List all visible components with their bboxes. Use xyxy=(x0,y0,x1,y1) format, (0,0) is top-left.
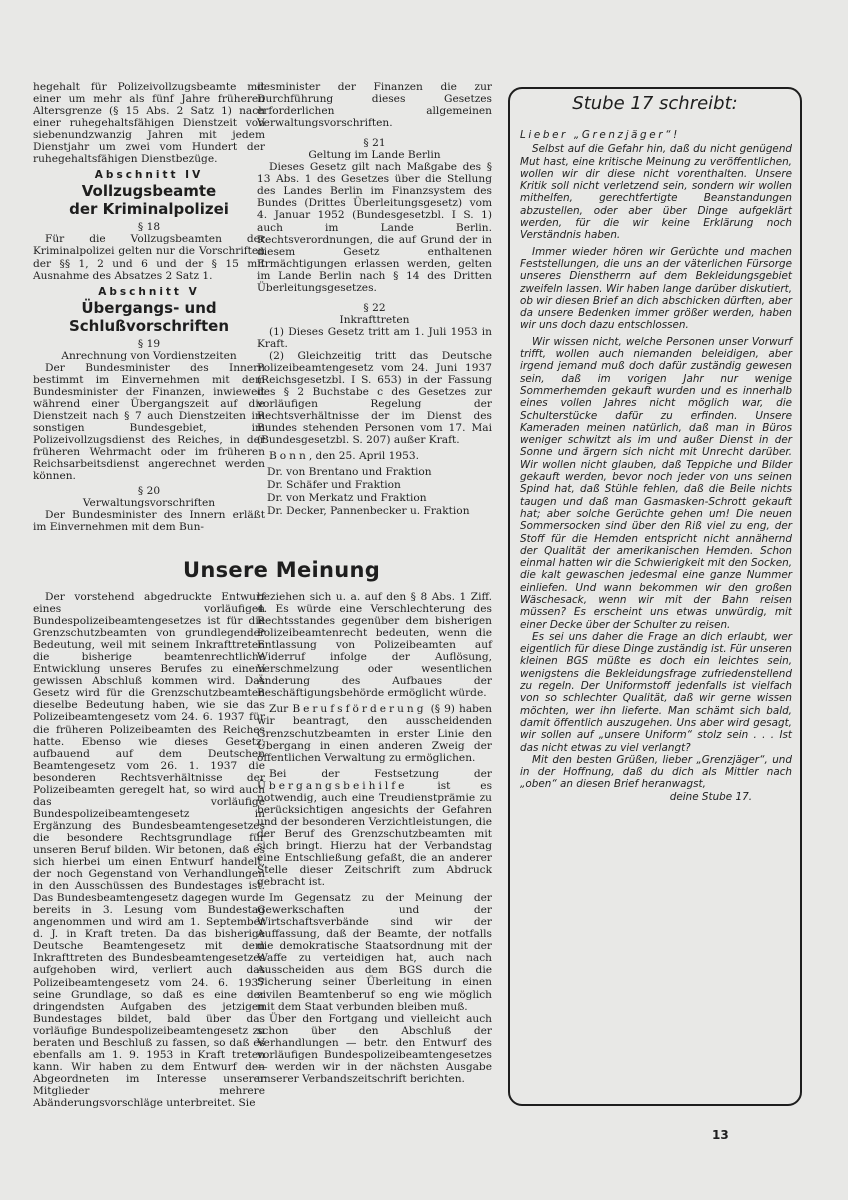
paragraph-18-text: Für die Vollzugsbeamten der Kriminalpolizei gelten nur die Vorschriften der §§ 1, 2 und 6 und der § 15 mit Ausnahme des Absatzes 2 Satz 1. xyxy=(33,233,265,282)
opinion-paragraph-uebergangsbeihilfe: Bei der Festsetzung der Übergangsbeihilfe ist es notwendig, auch eine Treudienstprämie zu berücksichtigen angesichts der Gefahren und der besonderen Verzichtleistungen, die der Beruf des Grenzschutzbeamten mit sich bringt. Hierzu hat der Verbandstag eine Entschließung gefaßt, die an anderer Stelle dieser Zeitschrift zum Abdruck gebracht ist. xyxy=(257,767,493,889)
section-label-v: Abschnitt V xyxy=(98,285,200,298)
signer: Dr. Decker, Pannenbecker u. Fraktion xyxy=(267,505,470,518)
opinion-paragraph-gegensatz: Im Gegensatz zu der Meinung der Gewerkschaften und der Wirtschaftsverbände sind wir der Auffassung, daß der Beamte, der notfalls die demokratische Staatsordnung mit der Waffe zu verteidigen hat, auch nach Ausscheiden aus dem BGS durch die Sicherung seiner Überleitung in einen zivilen Beamtenberuf so eng wie möglich mit dem Staat verbunden bleiben muß. xyxy=(257,892,492,1013)
paragraph-21-text: Dieses Gesetz gilt nach Maßgabe des § 13 Abs. 1 des Gesetzes über die Stellung des Landes Berlin im Finanzsystem des Bundes (Drittes Überleitungsgesetz) vom 4. Januar 1952 (Bundesgesetzbl. I S. 1) auch im Lande Berlin. Rechtsverordnungen, die auf Grund der in diesem Gesetz enthaltenen Ermächtigungen erlassen werden, gelten im Lande Berlin nach § 14 des Dritten Überleitungsgesetzes. xyxy=(257,161,492,294)
paragraph-title-19: Anrechnung von Vordienstzeiten xyxy=(61,349,237,362)
column-law-text-right xyxy=(257,81,492,518)
section-title-iv: Vollzugsbeamte der Kriminalpolizei xyxy=(69,182,229,219)
paragraph-19-text: Der Bundesminister des Innern bestimmt im Einvernehmen mit dem Bundesminister der Finanzen, inwieweit während einer Übergangszeit auf die Dienstzeit nach § 7 auch Dienstzeiten im sonstigen Bundesgebiet, im Polizeivollzugsdienst des Reiches, in der früheren Wehrmacht oder im früheren Reichsarbeitsdienst angerechnet werden können. xyxy=(33,361,265,483)
section-title-v: Übergangs- und Schlußvorschriften xyxy=(68,298,230,335)
article-headline: Unsere Meinung xyxy=(183,558,381,582)
letter-salutation: Lieber „Grenzjäger“! xyxy=(520,129,680,141)
letter-signature: deine Stube 17. xyxy=(669,790,752,803)
letter-paragraph-4: Es sei uns daher die Frage an dich erlaubt, wer eigentlich für diese Dinge zuständig ist. Für unseren kleinen BGS müßte es doch ein leichtes sein, wenigstens die Bekleidungsfrage zufriedenstellend zu regeln. Der Uniformstoff jedenfalls ist vielfach von so schlechter Qualität, daß wir gerne wissen möchten, wer ihn lieferte. Man schämt sich bald, damit öffentlich auszugehen. Uns aber wird gesagt, wir sollen auf „unsere Uniform“ stolz sein . . . Ist das nicht etwas zu viel verlangt? xyxy=(520,630,792,754)
letter-paragraph-3: Wir wissen nicht, welche Personen unser Vorwurf trifft, wollen auch niemanden beleidigen, aber irgend jemand muß doch dafür zuständig gewesen sein, daß im vorigen Jahr nur wenige Sommerhemden gekauft wurden und es innerhalb eines vollen Jahres nicht möglich war, die Schulterstücke dafür zu erfinden. Unsere Kameraden meinen natürlich, daß man in Büros weniger schwitzt als im und außer Dienst in der Sonne und ärgern sich nicht mit Unrecht darüber. Wir wollen nicht glauben, daß Teppiche und Bilder gekauft werden, bevor noch jeder von uns seinen Spind hat, daß Stühle fehlen, daß die Beile nichts taugen und daß man Gasmasken-Schrott gekauft hat; aber solche Gerüchte gehen um! Die neuen Sommersocken sind über den Riß viel zu eng, der Stoff für die Hemden entspricht nicht annähernd der Qualität der amerikanischen Hemden. Schon einmal hatten wir die Schwierigkeit mit den Socken, die kalt gewaschen jedesmal eine ganze Nummer einliefen. Und wann bekommen wir den großen Wäschesack, wenn wir mit der Bahn reisen müssen? Es erscheint uns etwas unwürdig, mit einer Decke über der Schulter zu reisen. xyxy=(520,335,792,631)
paragraph-continuation: hegehalt für Polizeivollzugsbeamte mit einer um mehr als fünf Jahre früheren Altersgrenze (§ 15 Abs. 2 Satz 1) nach einer ruhegehaltsfähigen Dienstzeit von siebenundzwanzig Jahren mit jedem Dienstjahr um zwei vom Hundert der ruhegehaltsfähigen Dienstbezüge. xyxy=(33,81,265,166)
paragraph-20-text: Der Bundesminister des Innern erläßt im Einvernehmen mit dem Bun- xyxy=(33,509,265,534)
letter-box xyxy=(508,87,802,1106)
page-number: 13 xyxy=(712,1128,729,1142)
section-label-iv: Abschnitt IV xyxy=(94,169,204,182)
paragraph-22-text-2: (2) Gleichzeitig tritt das Deutsche Polizeibeamtengesetz vom 24. Juni 1937 (Reichsgesetzbl. I S. 653) in der Fassung des § 2 Buchstabe c des Gesetzes zur vorläufigen Regelung der Rechtsverhältnisse der im Dienst des Bundes stehenden Personen vom 17. Mai (Bundesgesetzbl. S. 207) außer Kraft. xyxy=(257,349,492,447)
paragraph-number-19: § 19 xyxy=(137,337,161,350)
letter-paragraph-2: Immer wieder hören wir Gerüchte und machen Feststellungen, die uns an der väterlichen Fürsorge unseres Dienstherrn auf dem Bekleidungsgebiet zweifeln lassen. Wir haben lange darüber diskutiert, ob wir diesen Brief an dich abschicken dürften, aber da unsere Bedenken immer größer werden, haben wir uns doch dazu entschlossen. xyxy=(520,245,792,332)
paragraph-continuation: desminister der Finanzen die zur Durchführung dieses Gesetzes erforderlichen allgemeinen Verwaltungsvorschriften. xyxy=(257,81,492,130)
paragraph-number-20: § 20 xyxy=(137,485,161,498)
column-opinion-left xyxy=(33,591,265,1109)
column-opinion-right xyxy=(257,591,492,1085)
opinion-paragraph-fortgang: Über den Fortgang und vielleicht auch schon über den Abschluß der Verhandlungen — betr. den Entwurf des vorläufigen Bundespolizeibeamtengesetzes — werden wir in der nächsten Ausgabe unserer Verbandszeitschrift berichten. xyxy=(257,1012,492,1085)
paragraph-number-18: § 18 xyxy=(137,221,161,234)
signer: Dr. Schäfer und Fraktion xyxy=(267,479,401,492)
column-law-text-left xyxy=(33,81,265,533)
opinion-paragraph-1: Der vorstehend abgedruckte Entwurf eines vorläufigen Bundespolizeibeamtengesetzes ist für die Grenzschutzbeamten von grundlegender Bedeutung, weil mit seinem Inkrafttreten die bisherige beamtenrechtliche Entwicklung unseres Berufes zu einem gewissen Abschluß kommen wird. Das Gesetz wird für die Grenzschutzbeamten dieselbe Bedeutung haben, wie sie das Polizeibeamtengesetz vom 24. 6. 1937 für die früheren Polizeibeamten des Reiches hatte. Ebenso wie dieses Gesetz, aufbauend auf dem Deutschen Beamtengesetz vom 26. 1. 1937 die besonderen Rechtsverhältnisse der Polizeibeamten geregelt hat, so wird auch das vorläufige Bundespolizeibeamtengesetz in Ergänzung des Bundesbeamtengesetzes die besondere Rechtsgrundlage für unseren Beruf bilden. Wir betonen, daß es sich hierbei um einen Entwurf handelt, der noch Gegenstand von Verhandlungen in den Ausschüssen des Bundestages ist. Das Bundesbeamtengesetz dagegen wurde bereits in 3. Lesung vom Bundestag angenommen und wird am 1. September d. J. in Kraft treten. Da das bisherige Deutsche Beamtengesetz mit dem Inkrafttreten des Bundesbeamtengesetzes aufgehoben wird, verliert auch das Polizeibeamtengesetz vom 24. 6. 1937 seine Grundlage, so daß es eine der dringendsten Aufgaben des jetzigen Bundestages bildet, bald über das vorläufige Bundespolizeibeamtengesetz zu beraten und Beschluß zu fassen, so daß es ebenfalls am 1. 9. 1953 in Kraft treten kann. Wir haben zu dem Entwurf den Abgeordneten im Interesse unserer Mitglieder mehrere Abänderungsvorschläge unterbreitet. Sie xyxy=(33,591,265,1109)
place-date: Bonn, den 25. April 1953. xyxy=(269,450,419,463)
opinion-paragraph-continuation: beziehen sich u. a. auf den § 8 Abs. 1 Ziff. 4. Es würde eine Verschlechterung des Rechtsstandes gegenüber dem bisherigen Polizeibeamtenrecht bedeuten, wenn die Entlassung von Polizeibeamten auf Widerruf infolge der Auflösung, Verschmelzung oder wesentlichen Änderung des Aufbaues der Beschäftigungsbehörde ermöglicht würde. xyxy=(257,591,492,700)
paragraph-title-20: Verwaltungsvorschriften xyxy=(82,497,216,510)
paragraph-number-22: § 22 xyxy=(363,301,386,314)
signer: Dr. von Brentano und Fraktion xyxy=(267,466,432,479)
opinion-paragraph-berufsfoerderung: Zur Berufsförderung (§ 9) haben wir beantragt, den ausscheidenden Grenzschutzbeamten in erster Linie den Übergang in einen anderen Zweig der öffentlichen Verwaltung zu ermöglichen. xyxy=(257,703,493,764)
letter-paragraph-5: Mit den besten Grüßen, lieber „Grenzjäger“, und in der Hoffnung, daß du dich als Mittler nach „oben“ an diesen Brief heranwagst, xyxy=(520,753,792,791)
paragraph-number-21: § 21 xyxy=(363,137,386,150)
paragraph-22-text-1: (1) Dieses Gesetz tritt am 1. Juli 1953 in Kraft. xyxy=(257,325,492,350)
signer: Dr. von Merkatz und Fraktion xyxy=(267,492,427,505)
letter-title: Stube 17 schreibt: xyxy=(572,93,738,114)
letter-paragraph-1: Selbst auf die Gefahr hin, daß du nicht genügend Mut hast, eine kritische Meinung zu veröffentlichen, wollen wir dir diese nicht vorenthalten. Unsere Kritik soll nicht verletzend sein, sondern wir wollen mithelfen, gerechtfertigte Beanstandungen abzustellen, oder aber über Dinge aufgeklärt werden, für die wir keine Erklärung noch Verständnis haben. xyxy=(520,143,792,242)
paragraph-title-22: Inkrafttreten xyxy=(339,313,410,326)
signers-list xyxy=(257,466,492,518)
letter-body xyxy=(520,129,792,803)
paragraph-title-21: Geltung im Lande Berlin xyxy=(308,149,441,162)
